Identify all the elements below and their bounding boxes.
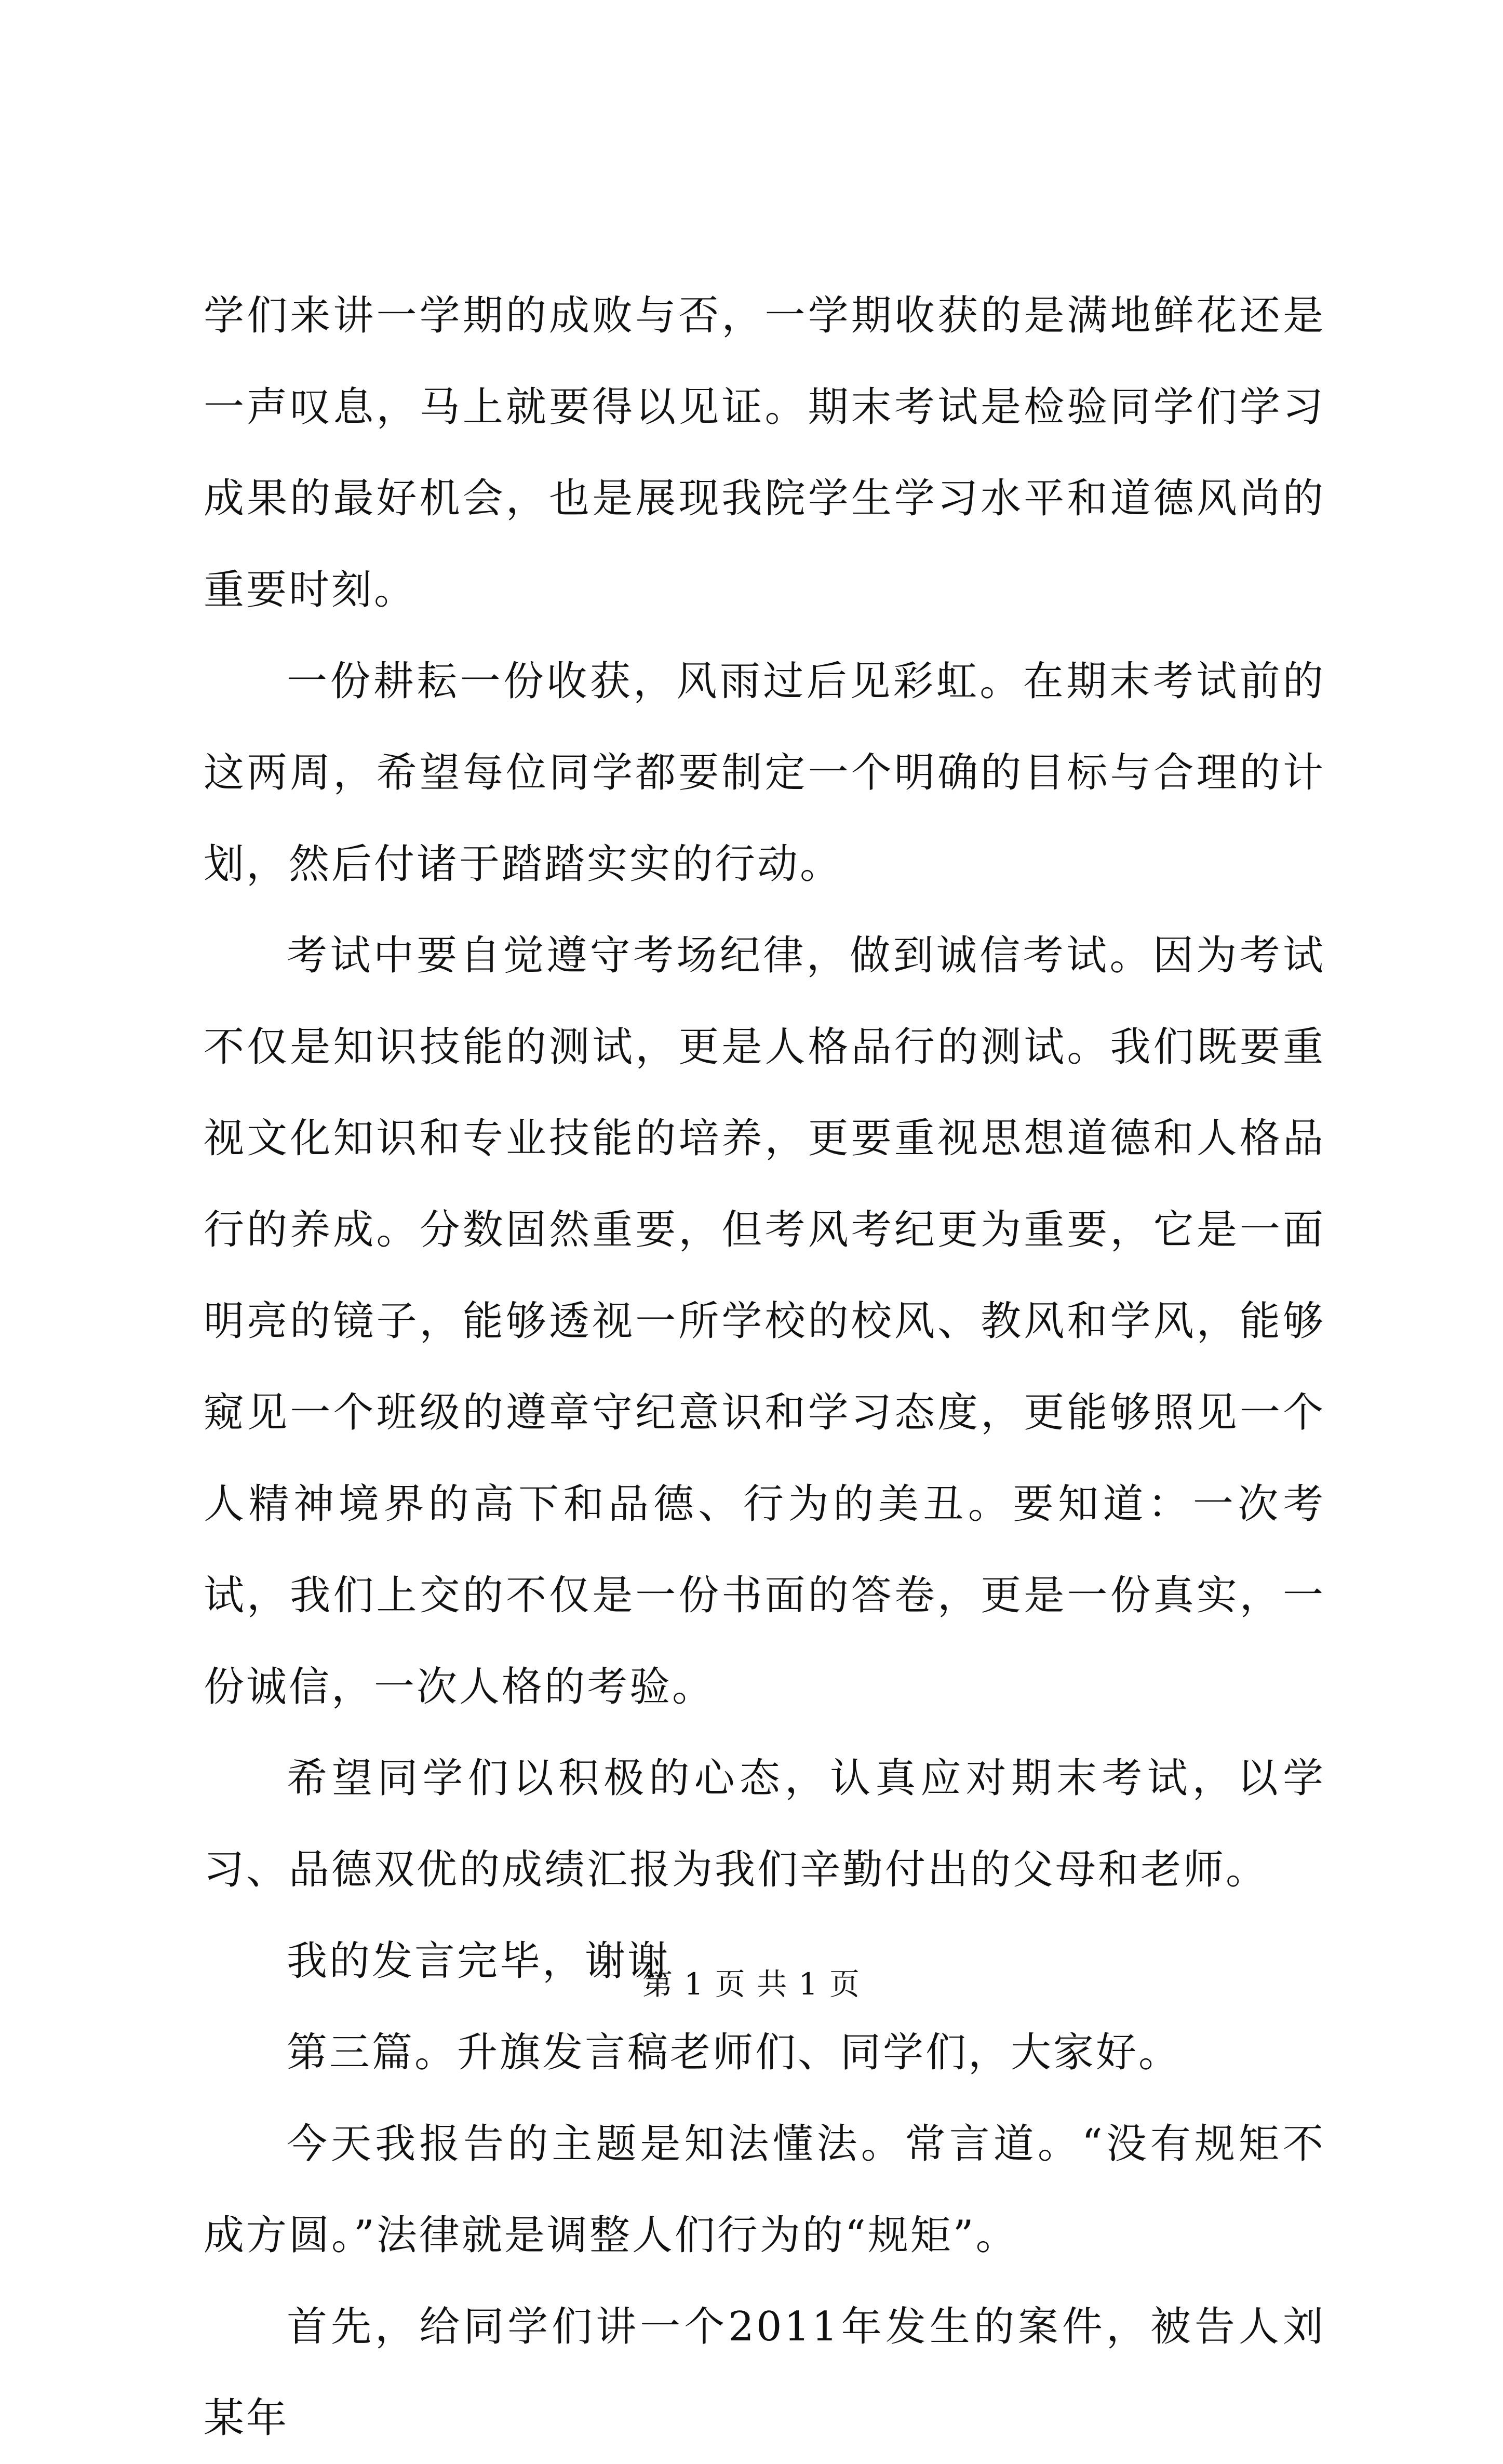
paragraph-3: 考试中要自觉遵守考场纪律，做到诚信考试。因为考试不仅是知识技能的测试，更是人格品行的测试。我们既要重视文化知识和专业技能的培养，更要重视思想道德和人格品行的养成。分数固然重要，但考风考纪更为重要，它是一面明亮的镜子，能够透视一所学校的校风、教风和学风，能够窥见一个班级的遵章守纪意识和学习态度，更能够照见一个人精神境界的高下和品德、行为的美丑。要知道：一次考试，我们上交的不仅是一份书面的答卷，更是一份真实，一份诚信，一次人格的考验。 [204, 932, 1325, 1710]
paragraph-5: 我的发言完毕，谢谢 [287, 1938, 670, 1985]
paragraph-4: 希望同学们以积极的心态，认真应对期末考试，以学习、品德双优的成绩汇报为我们辛勤付出的父母和老师。 [204, 1755, 1325, 1893]
paragraph-8: 首先，给同学们讲一个2011年发生的案件，被告人刘某年 [204, 2304, 1325, 2442]
body-text [204, 270, 1325, 2464]
paragraph-2: 一份耕耘一份收获，风雨过后见彩虹。在期末考试前的这两周，希望每位同学都要制定一个明确的目标与合理的计划，然后付诸于踏踏实实的行动。 [204, 658, 1325, 888]
page-number-footer: 第 1 页 共 1 页 [642, 1966, 861, 2002]
paragraph-1: 学们来讲一学期的成败与否，一学期收获的是满地鲜花还是一声叹息，马上就要得以见证。期末考试是检验同学们学习成果的最好机会，也是展现我院学生学习水平和道德风尚的重要时刻。 [204, 292, 1325, 613]
paragraph-7: 今天我报告的主题是知法懂法。常言道。“没有规矩不成方圆。”法律就是调整人们行为的“规矩”。 [204, 2121, 1325, 2259]
paragraph-6: 第三篇。升旗发言稿老师们、同学们，大家好。 [287, 2029, 1182, 2076]
